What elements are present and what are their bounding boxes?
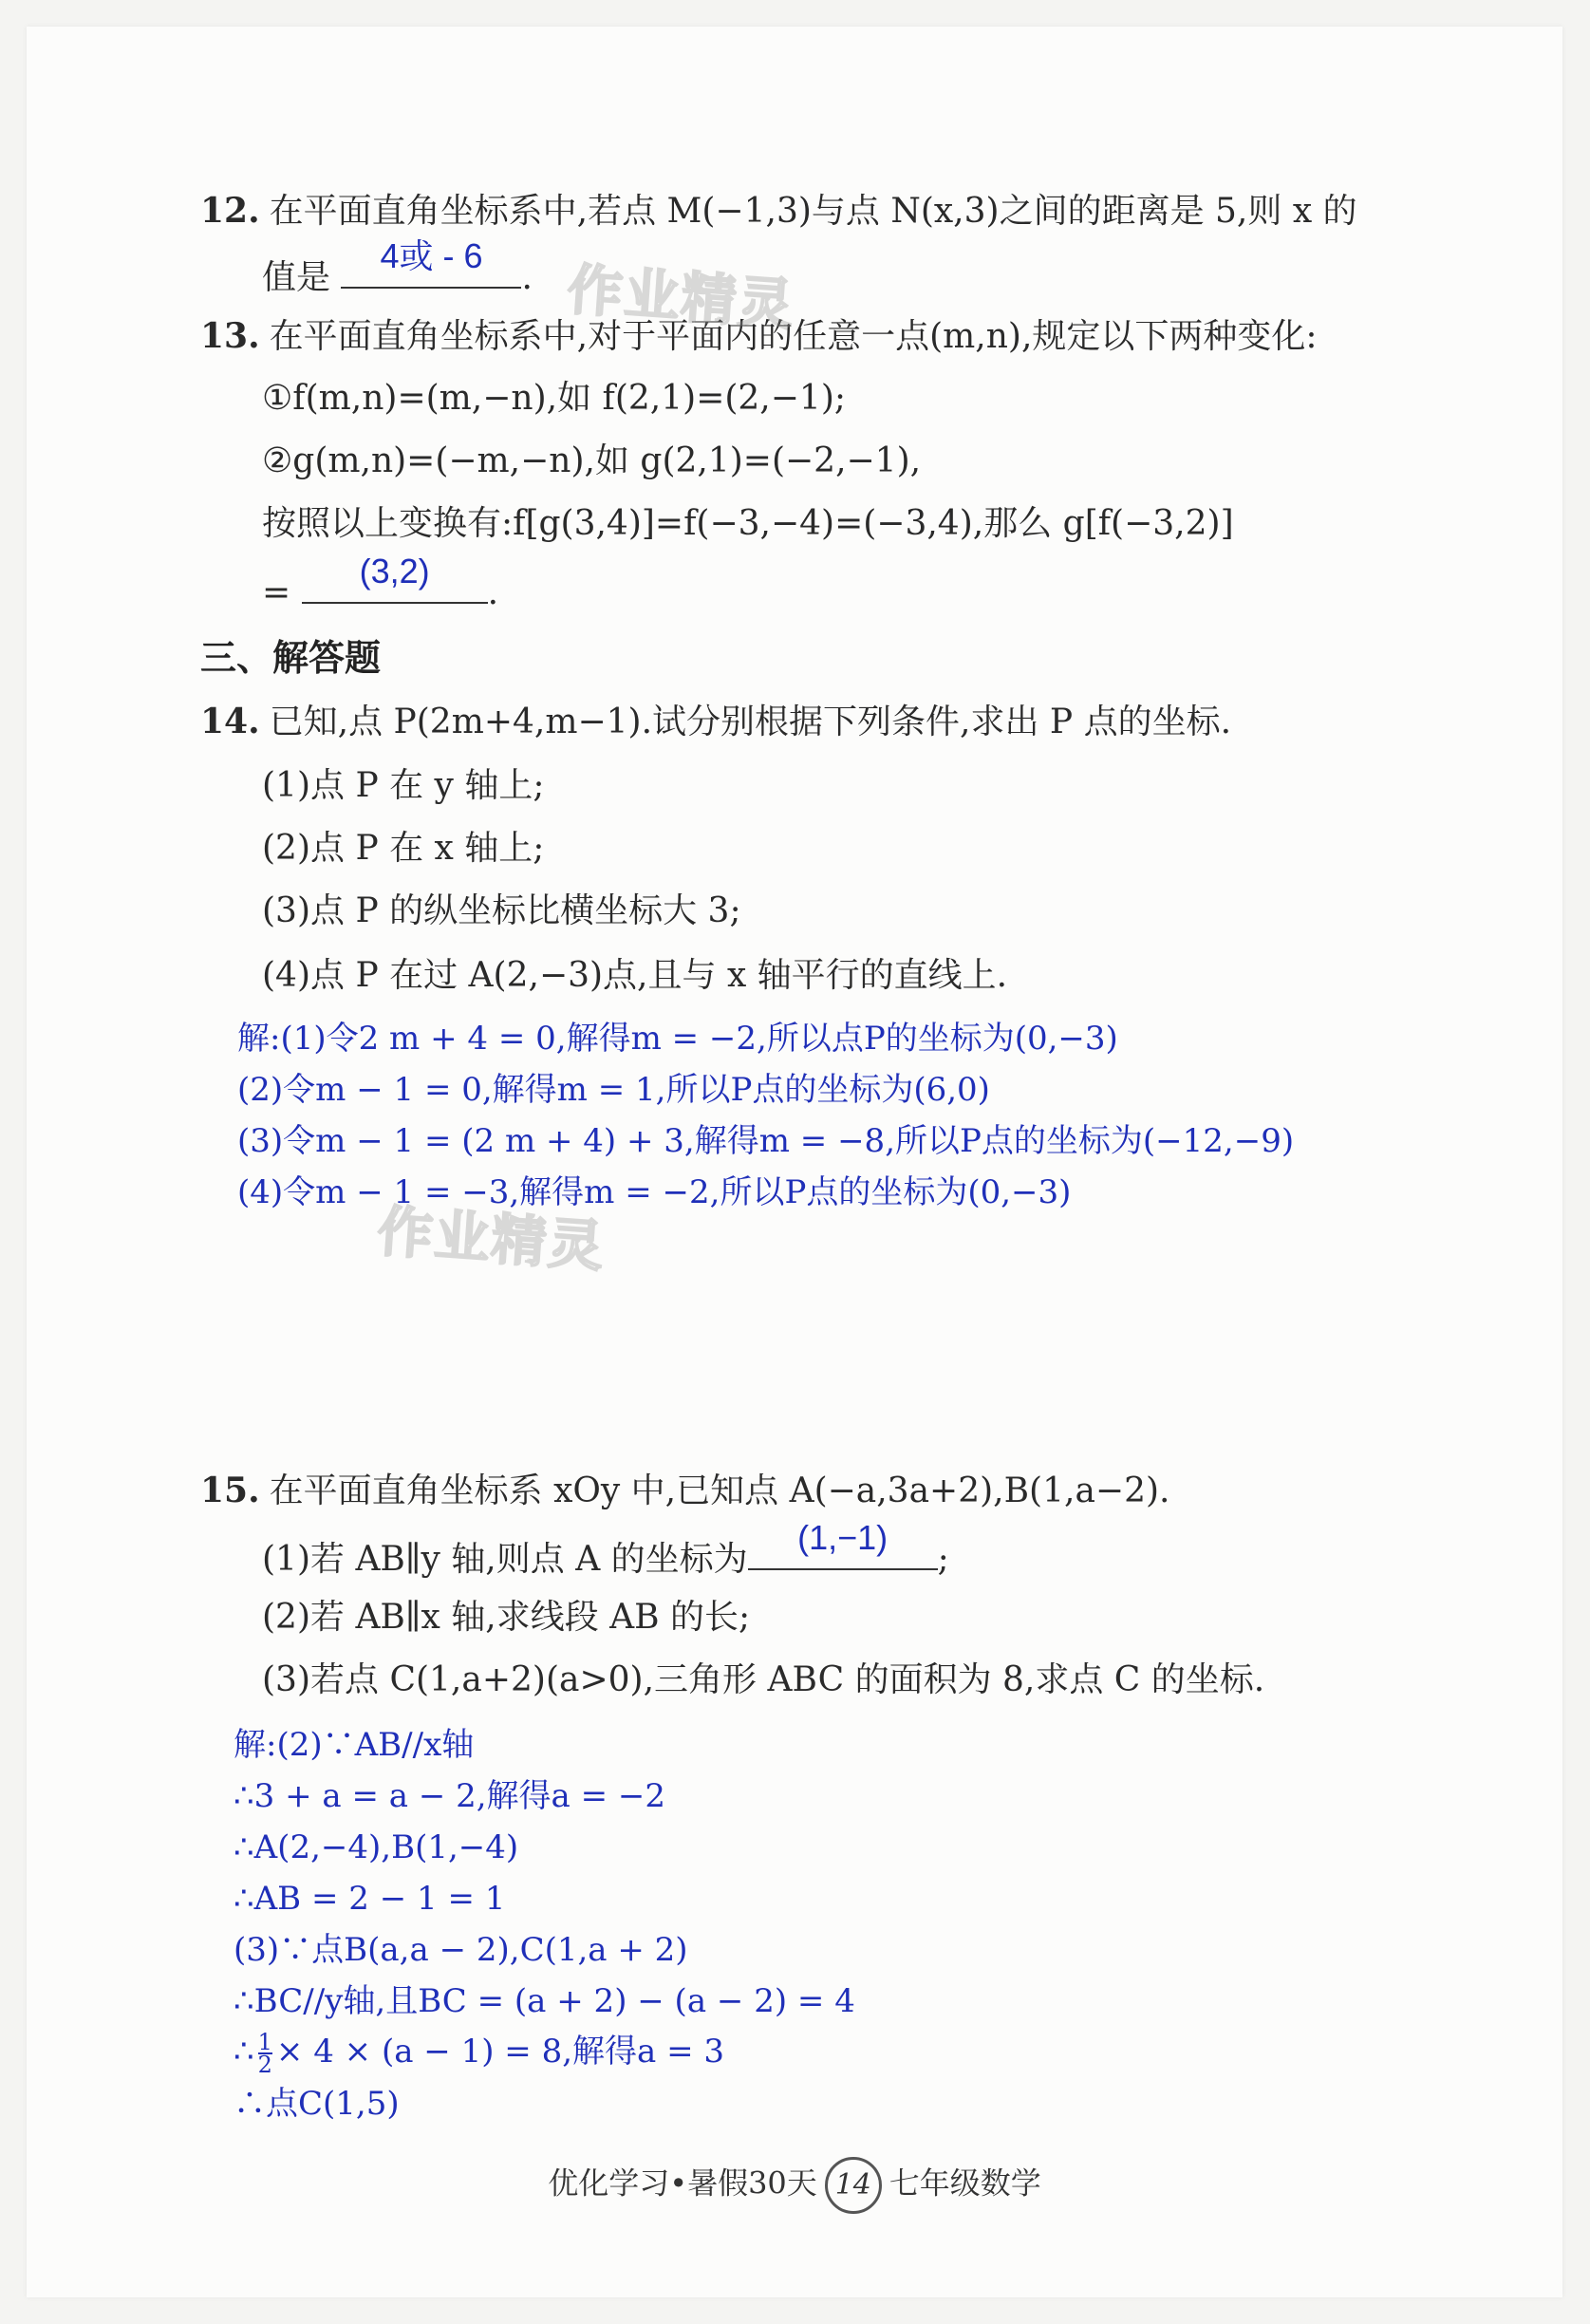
- q15-part1: (1)若 AB∥y 轴,则点 A 的坐标为 (1,−1) ;: [262, 1518, 949, 1579]
- q12-number: 12.: [200, 191, 260, 231]
- footer-grade-subject: 七年级数学: [889, 2165, 1041, 2202]
- q15-solution-line: ∴A(2,−4),B(1,−4): [234, 1828, 519, 1866]
- q13-number: 13.: [200, 316, 260, 356]
- q14-solution-line: (4)令m − 1 = −3,解得m = −2,所以P点的坐标为(0,−3): [237, 1173, 1072, 1211]
- worksheet-page: [27, 27, 1562, 2297]
- watermark: 作业精灵: [565, 256, 797, 338]
- watermark: 作业精灵: [375, 1198, 608, 1280]
- q13-line1: 13. 在平面直角坐标系中,对于平面内的任意一点(m,n),规定以下两种变化:: [200, 316, 1318, 356]
- q14-solution-line: 解:(1)令2 m + 4 = 0,解得m = −2,所以点P的坐标为(0,−3): [237, 1020, 1118, 1058]
- q15-answer: (1,−1): [797, 1518, 889, 1557]
- q15-solution-line: ∴AB = 2 − 1 = 1: [234, 1880, 506, 1918]
- q15-solution-fraction-line: ∴ $\frac{1}{2}$ × 4 × (a − 1) = 8,解得a = 3: [234, 2029, 725, 2078]
- q13-line5: = (3,2) .: [262, 552, 499, 612]
- section-heading: 三、解答题: [200, 636, 382, 679]
- q12-line1: 12. 在平面直角坐标系中,若点 M(−1,3)与点 N(x,3)之间的距离是 5,则 x 的: [200, 191, 1357, 231]
- q15-solution-line: ∴点C(1,5): [234, 2085, 400, 2123]
- q12-line2: 值是 4或 - 6 .: [262, 236, 533, 297]
- q15-stem: 15. 在平面直角坐标系 xOy 中,已知点 A(−a,3a+2),B(1,a−2).: [200, 1471, 1170, 1510]
- q14-stem: 14. 已知,点 P(2m+4,m−1).试分别根据下列条件,求出 P 点的坐标.: [200, 702, 1232, 741]
- page-footer: [27, 2157, 1562, 2214]
- q13-rule1: ①f(m,n)=(m,−n),如 f(2,1)=(2,−1);: [262, 379, 846, 418]
- q15-solution-line: ∴BC//y轴,且BC = (a + 2) − (a − 2) = 4: [234, 1982, 855, 2020]
- q15-part3: (3)若点 C(1,a+2)(a>0),三角形 ABC 的面积为 8,求点 C 的坐标.: [262, 1660, 1265, 1699]
- q13-line4: 按照以上变换有:f[g(3,4)]=f(−3,−4)=(−3,4),那么 g[f(−3,2)]: [262, 504, 1234, 543]
- footer-book-title: 优化学习•暑假30天: [548, 2165, 817, 2202]
- q15-answer-blank: [748, 1518, 938, 1570]
- q14-number: 14.: [200, 702, 260, 741]
- q13-answer-blank: [302, 552, 488, 604]
- fraction-one-half: $\frac{1}{2}$: [257, 2029, 272, 2078]
- q13-rule2: ②g(m,n)=(−m,−n),如 g(2,1)=(−2,−1),: [262, 441, 922, 480]
- q15-solution-line: ∴3 + a = a − 2,解得a = −2: [234, 1777, 666, 1815]
- q14-part: (3)点 P 的纵坐标比横坐标大 3;: [262, 891, 741, 930]
- q15-part2: (2)若 AB∥x 轴,求线段 AB 的长;: [262, 1598, 751, 1637]
- q14-part: (1)点 P 在 y 轴上;: [262, 766, 545, 805]
- q12-answer: 4或 - 6: [380, 236, 483, 275]
- q15-solution-line: 解:(2)∵AB//x轴: [234, 1726, 475, 1764]
- q14-part: (2)点 P 在 x 轴上;: [262, 829, 545, 868]
- q13-answer: (3,2): [359, 552, 430, 590]
- q14-solution-line: (3)令m − 1 = (2 m + 4) + 3,解得m = −8,所以P点的坐标为(−12,−9): [237, 1122, 1295, 1160]
- page-number: 14: [825, 2157, 882, 2214]
- q14-part: (4)点 P 在过 A(2,−3)点,且与 x 轴平行的直线上.: [262, 956, 1008, 995]
- q14-solution-line: (2)令m − 1 = 0,解得m = 1,所以P点的坐标为(6,0): [237, 1071, 990, 1109]
- q15-number: 15.: [200, 1471, 260, 1510]
- q15-solution-line: (3)∵点B(a,a − 2),C(1,a + 2): [234, 1931, 688, 1969]
